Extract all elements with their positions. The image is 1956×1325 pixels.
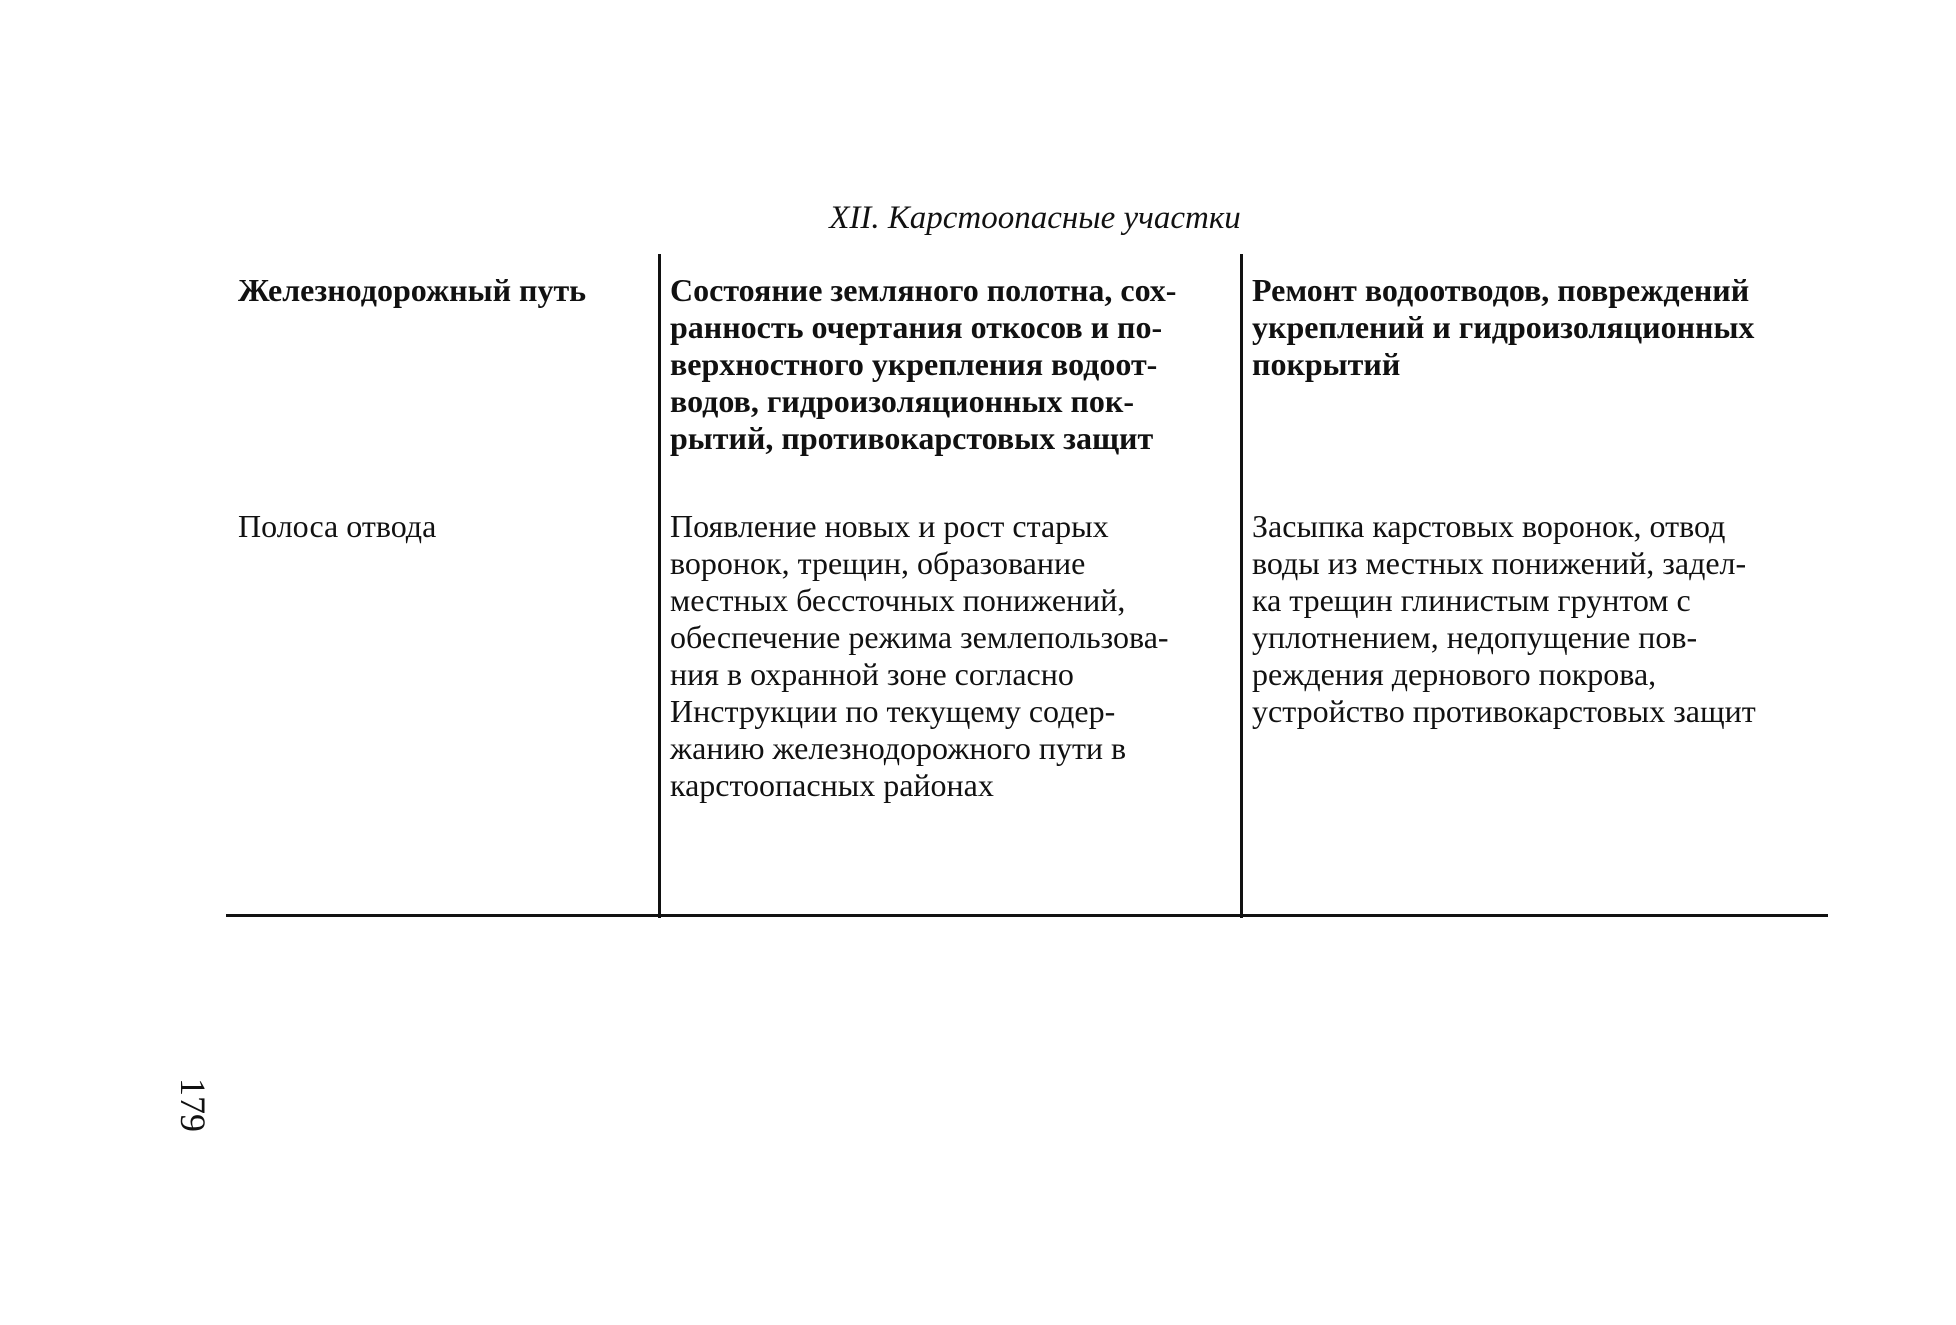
table-row-2-inspection-line: обеспечение режима землепользова-	[670, 619, 1169, 655]
table-row-2-works	[1252, 508, 1756, 730]
table-row-1-object: Железнодорожный путь	[238, 272, 587, 308]
table-bottom-rule	[226, 914, 1828, 917]
table-row-1-works	[1252, 272, 1754, 383]
column-divider-1	[658, 254, 661, 918]
table-row-1-inspection-line: рытий, противокарстовых защит	[670, 420, 1154, 456]
table-row-2-inspection-line: Инструкции по текущему содер-	[670, 693, 1116, 729]
table-row-1-inspection-line: ранность очертания откосов и по-	[670, 309, 1163, 345]
table-row-2-works-line: реждения дернового покрова,	[1252, 656, 1657, 692]
table-row-1-inspection-line: верхностного укрепления водоот-	[670, 346, 1158, 382]
table-row-1-inspection	[670, 272, 1176, 457]
table-row-2-works-line: уплотнением, недопущение пов-	[1252, 619, 1698, 655]
table-row-2-works-line: Засыпка карстовых воронок, отвод	[1252, 508, 1726, 544]
table-row-2-inspection-line: жанию железнодорожного пути в	[670, 730, 1127, 766]
section-title: XII. Карстоопасные участки	[829, 200, 1241, 236]
table-row-2-works-line: ка трещин глинистым грунтом с	[1252, 582, 1691, 618]
table-row-2-inspection-line: карстоопасных районах	[670, 767, 994, 803]
table-row-2-inspection	[670, 508, 1169, 804]
table-row-1-works-line: укреплений и гидроизоляционных	[1252, 309, 1755, 345]
table-row-2-inspection-line: ния в охранной зоне согласно	[670, 656, 1074, 692]
page-number: 179	[173, 1078, 213, 1132]
table-row-2-inspection-line: Появление новых и рост старых	[670, 508, 1109, 544]
table-row-1-works-line: покрытий	[1252, 346, 1401, 382]
table-row-1-inspection-line: водов, гидроизоляционных пок-	[670, 383, 1134, 419]
table-row-1-works-line: Ремонт водоотводов, повреждений	[1252, 272, 1750, 308]
table-row-2-inspection-line: местных бессточных понижений,	[670, 582, 1126, 618]
table-row-2-inspection-line: воронок, трещин, образование	[670, 545, 1086, 581]
column-divider-2	[1240, 254, 1243, 918]
table-row-2-works-line: воды из местных понижений, задел-	[1252, 545, 1747, 581]
table-row-2-works-line: устройство противокарстовых защит	[1252, 693, 1756, 729]
table-row-2-object: Полоса отвода	[238, 508, 437, 544]
table-row-1-inspection-line: Состояние земляного полотна, сох-	[670, 272, 1177, 308]
